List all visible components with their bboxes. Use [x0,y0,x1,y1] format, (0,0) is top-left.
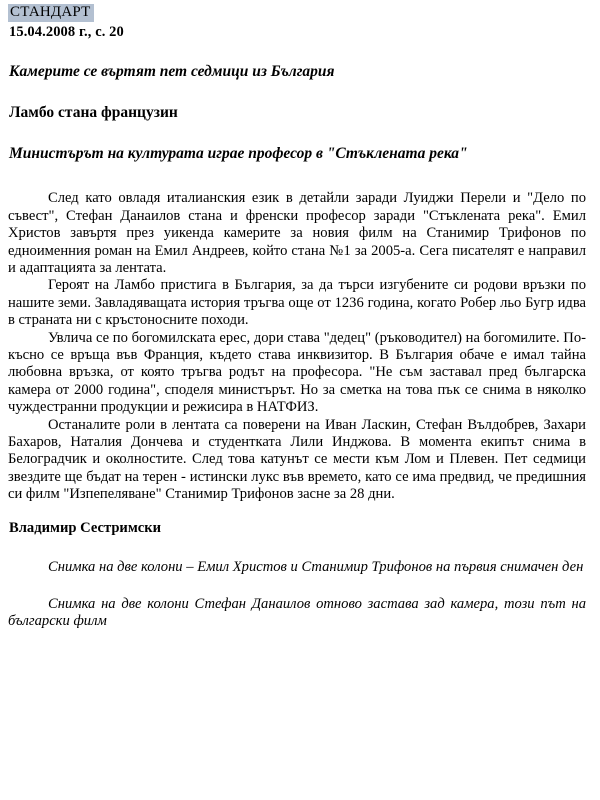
article-kicker: Камерите се въртят пет седмици из България [9,63,335,81]
body-paragraph: Героят на Ламбо пристига в България, за да търси изгубените си родови връзки по нашите земи. Завладяващата история тръгва още от 1236 година, когато Робер льо Бугр идва в страната ни с кръстоносните походи. [8,277,586,329]
photo-caption: Снимка на две колони – Емил Христов и Станимир Трифонов на първия снимачен ден [48,559,584,576]
body-paragraph: След като овладя италианския език в детайли заради Луиджи Перели и "Дело по съвест", Стефан Данаилов стана и френски професор заради "Стъклената река". Емил Христов завъртя през уикенда камерите за новия филм на Станимир Трифонов по едноименния роман на Емил Андреев, който стана №1 за 2005-а. Сега писателят е направил и адаптацията за лентата. [8,190,586,276]
article-headline: Ламбо стана французин [9,103,178,121]
issue-date-and-page: 15.04.2008 г., с. 20 [9,24,124,40]
photo-caption: Снимка на две колони Стефан Данаилов отново застава зад камера, този път на български филм [8,595,586,629]
masthead [8,4,586,22]
article-byline: Владимир Сестримски [9,519,162,536]
photo-captions [8,559,586,630]
body-paragraph: Увлича се по богомилската ерес, дори става "дедец" (ръководител) на богомилите. По-късно се връща във Франция, където става инквизитор. В България обаче е имал тайна любовна връзка, от която тръгва родът на професора. "Не съм заставал пред българска камера от 2000 година", споделя министърът. Но за сметка на това пък се снима в няколко чуждестранни продукции и режисира в НАТФИЗ. [8,329,586,416]
body-paragraph: Останалите роли в лентата са поверени на Иван Ласкин, Стефан Вълдобрев, Захари Бахаров, Наталия Дончева и студентката Лили Инджова. В момента екипът снима в Белоградчик и околностите. След това катунът се мести към Лом и Плевен. Пет седмици звездите ще бъдат на терен - истински лукс във времето, като се има предвид, че предишния си филм "Изпепеляване" Станимир Трифонов засне за 28 дни. [8,416,586,503]
article-body [8,190,586,503]
article-subheadline: Министърът на културата играе професор в "Стъклената река" [9,145,468,163]
publication-name: СТАНДАРТ [8,4,94,22]
